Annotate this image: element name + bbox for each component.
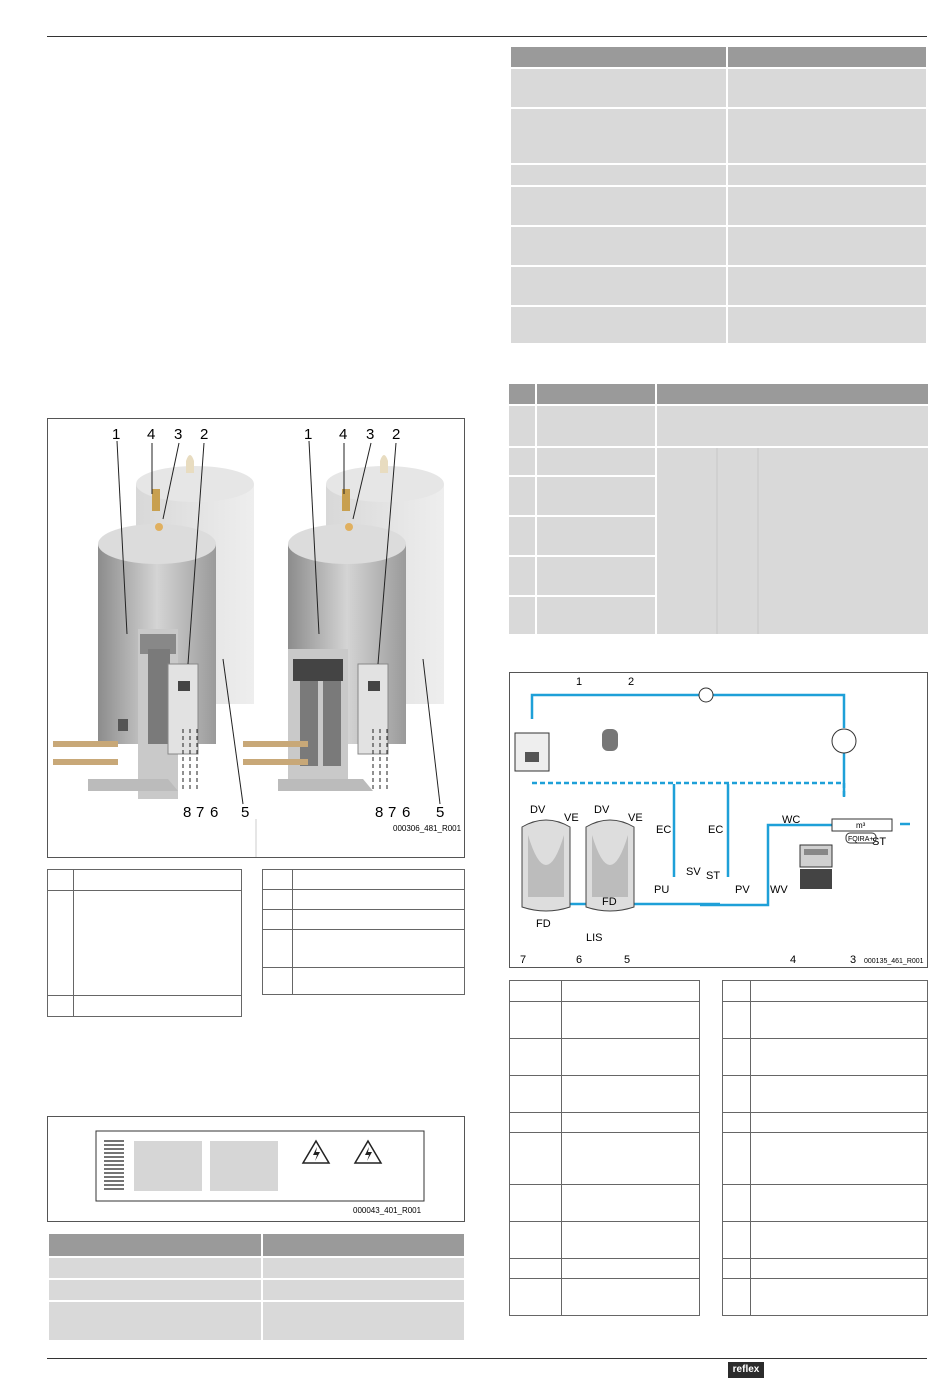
fig1-label: 7 <box>388 804 397 821</box>
fig3-label: PU <box>654 884 670 896</box>
fig3-label: 3 <box>850 954 857 966</box>
fig3-label: EC <box>656 824 672 836</box>
fig1-label: 4 <box>147 426 156 443</box>
fig3-code: 000135_461_R001 <box>864 958 924 965</box>
consumer-icon <box>832 729 856 753</box>
fig3-label: PV <box>735 884 750 896</box>
fig3-label: DV <box>594 804 610 816</box>
schematic-legend-right <box>722 980 928 1316</box>
footer-rule <box>47 1358 927 1359</box>
fig1-label: 3 <box>366 426 375 443</box>
fig1-label: 1 <box>304 426 313 443</box>
spec-table-top <box>509 45 928 345</box>
fig1-code: 000306_481_R001 <box>393 824 462 833</box>
brand-logo: reflex <box>728 1362 764 1378</box>
fig3-label: LIS <box>586 932 603 944</box>
spec-table-second <box>509 384 928 634</box>
fig3-label: 7 <box>520 954 527 966</box>
fig1-label: 6 <box>210 804 219 821</box>
fig1-label: 6 <box>402 804 411 821</box>
expansion-vessel-icon <box>602 729 618 751</box>
fig1-label: 7 <box>196 804 205 821</box>
fig3-label: 4 <box>790 954 797 966</box>
fig3-meter: m³ <box>856 821 866 830</box>
fig3-label: 2 <box>628 676 635 688</box>
figure-schematic <box>509 672 928 968</box>
pump-station-drawing <box>48 419 464 857</box>
legend-table-right <box>262 869 465 995</box>
fig3-label: ST <box>706 870 721 882</box>
fig3-label: 6 <box>576 954 583 966</box>
fig1-label: 5 <box>241 804 250 821</box>
header-rule <box>47 36 927 37</box>
fig1-label: 2 <box>200 426 209 443</box>
fig3-label: WV <box>770 884 788 896</box>
fig3-label: SV <box>686 866 701 878</box>
fig1-label: 1 <box>112 426 121 443</box>
fig3-label: ST <box>872 836 887 848</box>
fig1-label: 3 <box>174 426 183 443</box>
fig3-label: WC <box>782 814 801 826</box>
figure-type-plate <box>47 1116 465 1222</box>
fig3-label: VE <box>564 812 579 824</box>
fig1-label: 2 <box>392 426 401 443</box>
fig3-label: FD <box>536 918 551 930</box>
left-unit <box>53 441 254 804</box>
schematic-legend-left <box>509 980 700 1316</box>
fig1-label: 8 <box>183 804 192 821</box>
fig3-label: EC <box>708 824 724 836</box>
fig3-label: 5 <box>624 954 631 966</box>
legend-table-left <box>47 869 242 1017</box>
fig1-label: 5 <box>436 804 445 821</box>
figure-pump-station <box>47 418 465 858</box>
fig1-label: 4 <box>339 426 348 443</box>
fig2-code: 000043_401_R001 <box>353 1206 422 1215</box>
fig3-label: DV <box>530 804 546 816</box>
fig1-label: 8 <box>375 804 384 821</box>
fig3-label: 1 <box>576 676 583 688</box>
right-unit <box>243 441 444 804</box>
fig3-label: FD <box>602 896 617 908</box>
type-plate-table <box>47 1232 466 1342</box>
fig3-fqira: FQIRA+ <box>848 836 874 843</box>
fig3-label: VE <box>628 812 643 824</box>
pump-icon <box>699 688 713 702</box>
